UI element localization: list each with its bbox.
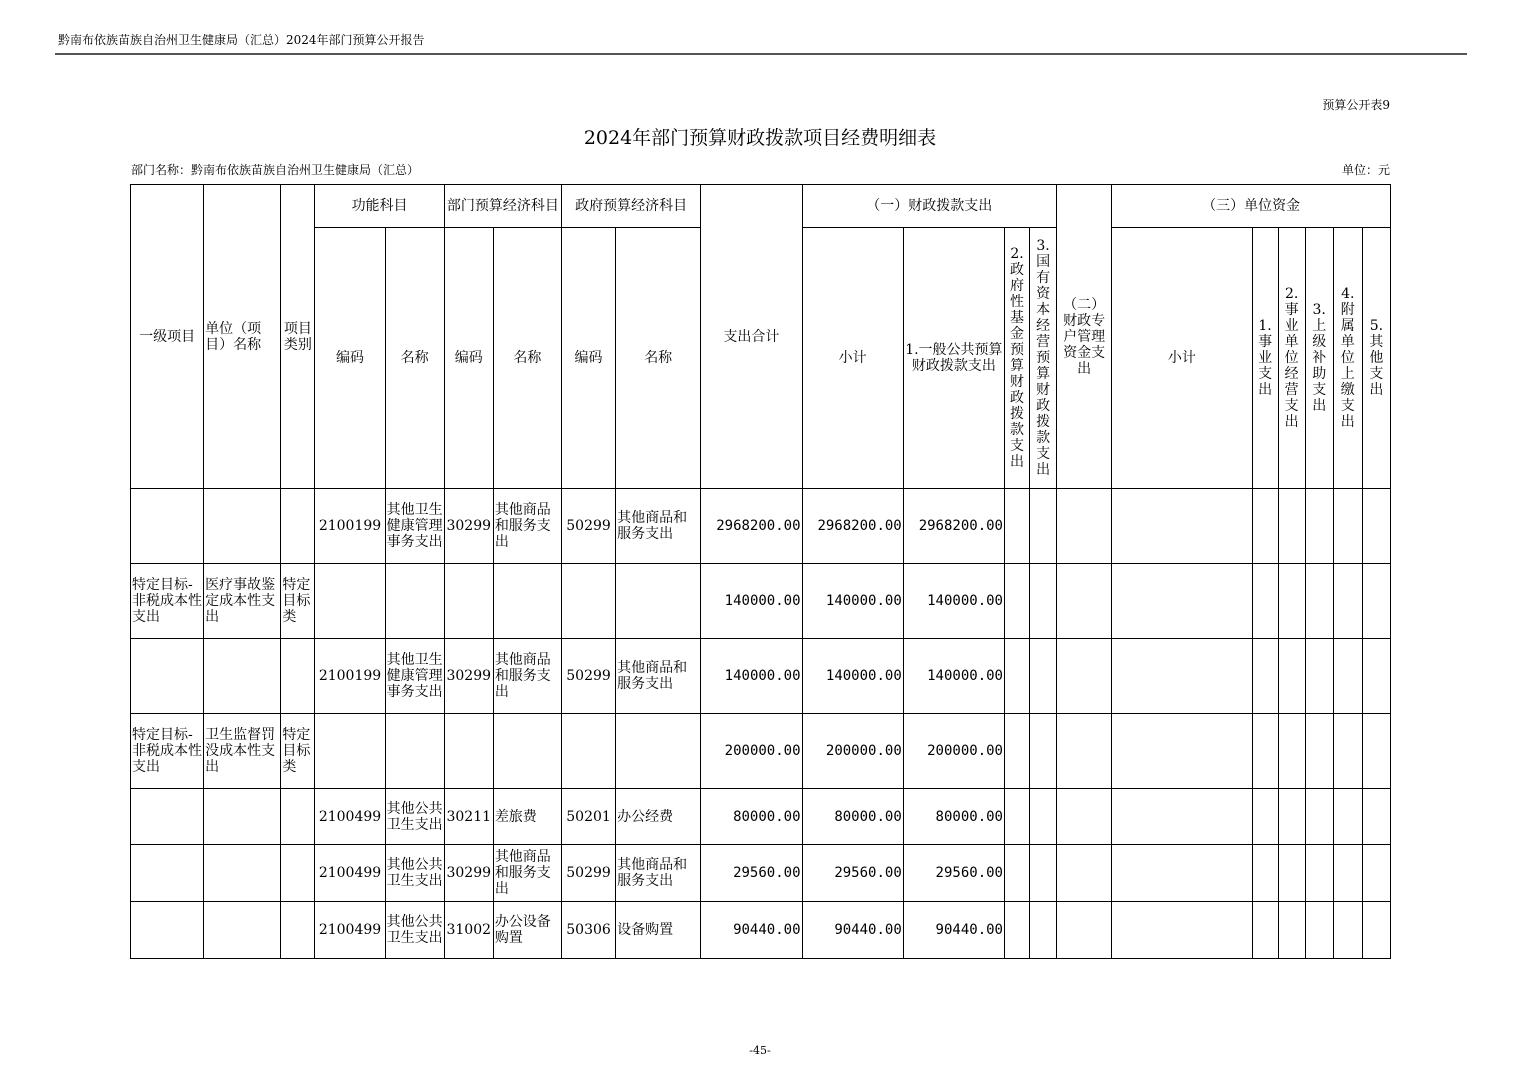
- row-total: 80000.00: [701, 789, 802, 845]
- page-number: -45-: [749, 1044, 771, 1057]
- row-func-code: 2100499: [315, 902, 385, 959]
- row-category: [281, 902, 315, 959]
- row-category: [281, 789, 315, 845]
- row-biz-op: [1278, 902, 1305, 959]
- row-general-budget: 29560.00: [903, 845, 1004, 902]
- row-category: [281, 845, 315, 902]
- row-gov-code: 50299: [561, 489, 615, 564]
- row-special-account: [1057, 639, 1112, 714]
- row-biz: [1252, 639, 1278, 714]
- row-func-name: [385, 564, 444, 639]
- row-unit-subtotal: [1112, 845, 1252, 902]
- row-gov-code: 50299: [561, 639, 615, 714]
- table-body: [131, 489, 1391, 959]
- row-gov-code: 50201: [561, 789, 615, 845]
- department-name: 部门名称：黔南布依族苗族自治州卫生健康局（汇总）: [131, 163, 420, 177]
- row-fiscal-subtotal: 200000.00: [802, 714, 903, 789]
- row-biz: [1252, 489, 1278, 564]
- row-affil: [1333, 845, 1362, 902]
- unit-label: 单位：元: [1341, 163, 1390, 177]
- row-gov-fund: [1004, 789, 1029, 845]
- header-fiscal-subtotal: 小计: [802, 228, 903, 489]
- header-special-account: （二）财政专户管理资金支出: [1057, 185, 1112, 489]
- header-dept-econ: 部门预算经济科目: [444, 185, 561, 228]
- row-biz: [1252, 789, 1278, 845]
- row-gov-name: 设备购置: [616, 902, 701, 959]
- row-dept-code: 31002: [444, 902, 493, 959]
- row-gov-fund: [1004, 845, 1029, 902]
- row-unit-subtotal: [1112, 564, 1252, 639]
- row-affil: [1333, 789, 1362, 845]
- table-row: [131, 714, 1391, 789]
- row-dept-name: [493, 714, 561, 789]
- row-dept-code: 30211: [444, 789, 493, 845]
- row-lvl1: [131, 489, 204, 564]
- row-unit-subtotal: [1112, 902, 1252, 959]
- row-func-name: 其他公共卫生支出: [385, 789, 444, 845]
- row-unit-subtotal: [1112, 714, 1252, 789]
- row-dept-code: 30299: [444, 639, 493, 714]
- header-unit-funds: （三）单位资金: [1112, 185, 1391, 228]
- header-func-subject: 功能科目: [315, 185, 444, 228]
- row-unit-name: [204, 902, 281, 959]
- row-gov-code: [561, 714, 615, 789]
- row-dept-name: 差旅费: [493, 789, 561, 845]
- header-other: 5.其他支出: [1362, 228, 1390, 489]
- row-total: 29560.00: [701, 845, 802, 902]
- row-biz-op: [1278, 789, 1305, 845]
- row-func-name: 其他卫生健康管理事务支出: [385, 639, 444, 714]
- header-func-code: 编码: [315, 228, 385, 489]
- row-general-budget: 200000.00: [903, 714, 1004, 789]
- row-category: [281, 489, 315, 564]
- row-special-account: [1057, 714, 1112, 789]
- header-state-capital: 3.国有资本经营预算财政拨款支出: [1030, 228, 1057, 489]
- row-func-code: 2100199: [315, 489, 385, 564]
- row-upper-sub: [1305, 564, 1333, 639]
- row-state-capital: [1030, 489, 1057, 564]
- row-biz-op: [1278, 714, 1305, 789]
- row-affil: [1333, 564, 1362, 639]
- row-general-budget: 90440.00: [903, 902, 1004, 959]
- header-upper-sub: 3.上级补助支出: [1305, 228, 1333, 489]
- row-affil: [1333, 639, 1362, 714]
- header-category: 项目类别: [281, 185, 315, 489]
- row-dept-code: 30299: [444, 845, 493, 902]
- row-gov-fund: [1004, 714, 1029, 789]
- row-total: 140000.00: [701, 564, 802, 639]
- row-unit-name: [204, 845, 281, 902]
- row-gov-name: [616, 564, 701, 639]
- row-gov-fund: [1004, 639, 1029, 714]
- row-biz: [1252, 845, 1278, 902]
- row-func-name: 其他公共卫生支出: [385, 902, 444, 959]
- row-category: 特定目标类: [281, 564, 315, 639]
- row-general-budget: 140000.00: [903, 639, 1004, 714]
- row-lvl1: [131, 845, 204, 902]
- row-biz-op: [1278, 639, 1305, 714]
- row-biz: [1252, 902, 1278, 959]
- row-func-code: 2100199: [315, 639, 385, 714]
- row-state-capital: [1030, 789, 1057, 845]
- row-gov-fund: [1004, 489, 1029, 564]
- row-fiscal-subtotal: 29560.00: [802, 845, 903, 902]
- row-gov-name: [616, 714, 701, 789]
- row-dept-name: 其他商品和服务支出: [493, 845, 561, 902]
- row-upper-sub: [1305, 489, 1333, 564]
- row-category: 特定目标类: [281, 714, 315, 789]
- row-fiscal-subtotal: 140000.00: [802, 639, 903, 714]
- table-row: [131, 639, 1391, 714]
- row-func-name: [385, 714, 444, 789]
- row-state-capital: [1030, 902, 1057, 959]
- row-biz: [1252, 564, 1278, 639]
- row-state-capital: [1030, 845, 1057, 902]
- row-func-code: 2100499: [315, 789, 385, 845]
- row-affil: [1333, 902, 1362, 959]
- row-unit-subtotal: [1112, 639, 1252, 714]
- row-unit-name: [204, 789, 281, 845]
- row-biz: [1252, 714, 1278, 789]
- row-lvl1: 特定目标-非税成本性支出: [131, 564, 204, 639]
- row-other: [1362, 714, 1390, 789]
- row-state-capital: [1030, 639, 1057, 714]
- row-biz-op: [1278, 845, 1305, 902]
- table-number: 预算公开表9: [1322, 98, 1390, 112]
- row-func-code: [315, 564, 385, 639]
- header-unit-subtotal: 小计: [1112, 228, 1252, 489]
- row-biz-op: [1278, 564, 1305, 639]
- row-gov-name: 其他商品和服务支出: [616, 489, 701, 564]
- row-other: [1362, 789, 1390, 845]
- header-unit-name: 单位（项目）名称: [204, 185, 281, 489]
- table-row: [131, 902, 1391, 959]
- row-func-code: 2100499: [315, 845, 385, 902]
- row-unit-name: 卫生监督罚没成本性支出: [204, 714, 281, 789]
- row-dept-name: 其他商品和服务支出: [493, 639, 561, 714]
- budget-table: [130, 184, 1391, 959]
- row-func-code: [315, 714, 385, 789]
- row-gov-code: 50299: [561, 845, 615, 902]
- row-unit-subtotal: [1112, 789, 1252, 845]
- header-rule: [55, 53, 1467, 55]
- row-gov-code: [561, 564, 615, 639]
- header-biz-op: 2.事业单位经营支出: [1278, 228, 1305, 489]
- row-dept-name: 办公设备购置: [493, 902, 561, 959]
- row-upper-sub: [1305, 845, 1333, 902]
- row-gov-name: 办公经费: [616, 789, 701, 845]
- table-row: [131, 789, 1391, 845]
- row-dept-name: 其他商品和服务支出: [493, 489, 561, 564]
- row-other: [1362, 902, 1390, 959]
- row-biz-op: [1278, 489, 1305, 564]
- row-total: 2968200.00: [701, 489, 802, 564]
- row-other: [1362, 639, 1390, 714]
- row-other: [1362, 489, 1390, 564]
- row-dept-code: 30299: [444, 489, 493, 564]
- header-func-name: 名称: [385, 228, 444, 489]
- row-unit-name: 医疗事故鉴定成本性支出: [204, 564, 281, 639]
- row-upper-sub: [1305, 789, 1333, 845]
- row-fiscal-subtotal: 80000.00: [802, 789, 903, 845]
- row-state-capital: [1030, 564, 1057, 639]
- row-special-account: [1057, 845, 1112, 902]
- row-fiscal-subtotal: 140000.00: [802, 564, 903, 639]
- row-upper-sub: [1305, 902, 1333, 959]
- header-fiscal: （一）财政拨款支出: [802, 185, 1057, 228]
- row-category: [281, 639, 315, 714]
- row-total: 90440.00: [701, 902, 802, 959]
- table-row: [131, 564, 1391, 639]
- row-special-account: [1057, 789, 1112, 845]
- header-total: 支出合计: [701, 185, 802, 489]
- document-header: 黔南布依族苗族自治州卫生健康局（汇总）2024年部门预算公开报告: [58, 33, 425, 47]
- row-fiscal-subtotal: 2968200.00: [802, 489, 903, 564]
- row-lvl1: [131, 902, 204, 959]
- row-state-capital: [1030, 714, 1057, 789]
- table-row: [131, 845, 1391, 902]
- row-general-budget: 140000.00: [903, 564, 1004, 639]
- row-special-account: [1057, 564, 1112, 639]
- row-unit-subtotal: [1112, 489, 1252, 564]
- row-lvl1: 特定目标-非税成本性支出: [131, 714, 204, 789]
- row-unit-name: [204, 639, 281, 714]
- row-dept-code: [444, 564, 493, 639]
- header-lvl1: 一级项目: [131, 185, 204, 489]
- table-row: [131, 489, 1391, 564]
- header-gov-fund: 2.政府性基金预算财政拨款支出: [1004, 228, 1029, 489]
- row-general-budget: 2968200.00: [903, 489, 1004, 564]
- row-affil: [1333, 714, 1362, 789]
- page-title: 2024年部门预算财政拨款项目经费明细表: [583, 127, 937, 149]
- row-gov-code: 50306: [561, 902, 615, 959]
- row-func-name: 其他卫生健康管理事务支出: [385, 489, 444, 564]
- row-gov-fund: [1004, 902, 1029, 959]
- header-affil: 4.附属单位上缴支出: [1333, 228, 1362, 489]
- header-general-budget: 1.一般公共预算财政拨款支出: [903, 228, 1004, 489]
- header-dept-code: 编码: [444, 228, 493, 489]
- row-fiscal-subtotal: 90440.00: [802, 902, 903, 959]
- row-lvl1: [131, 789, 204, 845]
- row-total: 140000.00: [701, 639, 802, 714]
- row-lvl1: [131, 639, 204, 714]
- row-total: 200000.00: [701, 714, 802, 789]
- header-gov-econ: 政府预算经济科目: [561, 185, 700, 228]
- row-special-account: [1057, 489, 1112, 564]
- row-affil: [1333, 489, 1362, 564]
- row-func-name: 其他公共卫生支出: [385, 845, 444, 902]
- row-dept-code: [444, 714, 493, 789]
- row-gov-name: 其他商品和服务支出: [616, 639, 701, 714]
- header-biz: 1.事业支出: [1252, 228, 1278, 489]
- row-other: [1362, 845, 1390, 902]
- row-other: [1362, 564, 1390, 639]
- row-gov-fund: [1004, 564, 1029, 639]
- header-gov-name: 名称: [616, 228, 701, 489]
- row-dept-name: [493, 564, 561, 639]
- row-special-account: [1057, 902, 1112, 959]
- header-dept-name: 名称: [493, 228, 561, 489]
- row-upper-sub: [1305, 714, 1333, 789]
- header-gov-code: 编码: [561, 228, 615, 489]
- row-upper-sub: [1305, 639, 1333, 714]
- row-gov-name: 其他商品和服务支出: [616, 845, 701, 902]
- row-general-budget: 80000.00: [903, 789, 1004, 845]
- row-unit-name: [204, 489, 281, 564]
